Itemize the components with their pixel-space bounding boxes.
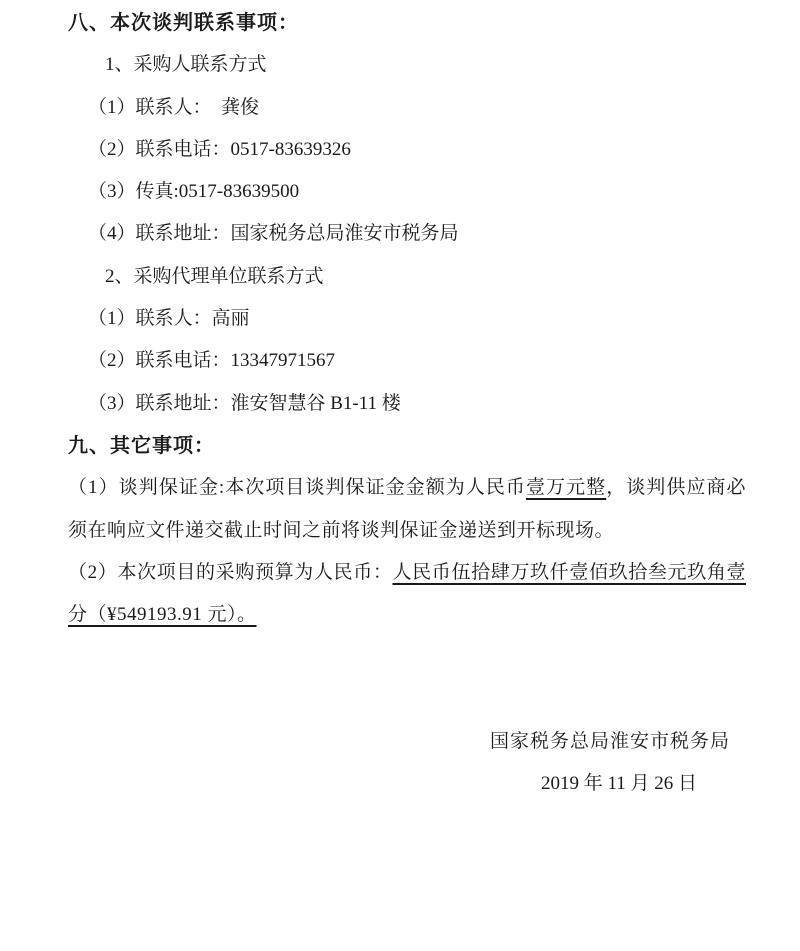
section-9-heading: 九、其它事项： bbox=[68, 434, 215, 457]
purchaser-contact-phone: （2）联系电话：0517-83639326 bbox=[88, 138, 351, 160]
deposit-paragraph bbox=[0, 467, 800, 552]
signature-date: 2019 年 11 月 26 日 bbox=[540, 773, 697, 795]
agency-contact-phone: （2）联系电话：13347971567 bbox=[88, 350, 336, 372]
purchaser-contact-address: （4）联系地址：国家税务总局淮安市税务局 bbox=[88, 223, 459, 245]
purchaser-contact-subheading: 1、采购人联系方式 bbox=[105, 54, 267, 76]
budget-text-prefix: （2）本次项目的采购预算为人民币： bbox=[68, 561, 393, 583]
deposit-text-prefix: （1）谈判保证金:本次项目谈判保证金金额为人民币 bbox=[68, 477, 526, 499]
signature-block bbox=[0, 721, 800, 806]
budget-paragraph bbox=[0, 552, 800, 637]
agency-contact-address: （3）联系地址：淮安智慧谷 B1-11 楼 bbox=[88, 392, 401, 414]
agency-contact-subheading: 2、采购代理单位联系方式 bbox=[105, 265, 324, 287]
deposit-text-suffix: ，谈判供应商必须在响应文件递交截止时间之前将谈判保证金递送到开标现场。 bbox=[68, 477, 746, 541]
agency-contact-person: （1）联系人：高丽 bbox=[88, 308, 250, 330]
signature-org: 国家税务总局淮安市税务局 bbox=[489, 731, 730, 753]
budget-amount-underlined: 人民币伍拾肆万玖仟壹佰玖拾叁元玖角壹分（¥549193.91 元）。 bbox=[68, 561, 746, 626]
purchaser-contact-fax: （3）传真:0517-83639500 bbox=[88, 181, 300, 203]
section-8-heading: 八、本次谈判联系事项： bbox=[68, 12, 299, 34]
purchaser-contact-person: （1）联系人： 龚俊 bbox=[88, 96, 260, 118]
deposit-amount-underlined: 壹万元整 bbox=[525, 477, 607, 499]
